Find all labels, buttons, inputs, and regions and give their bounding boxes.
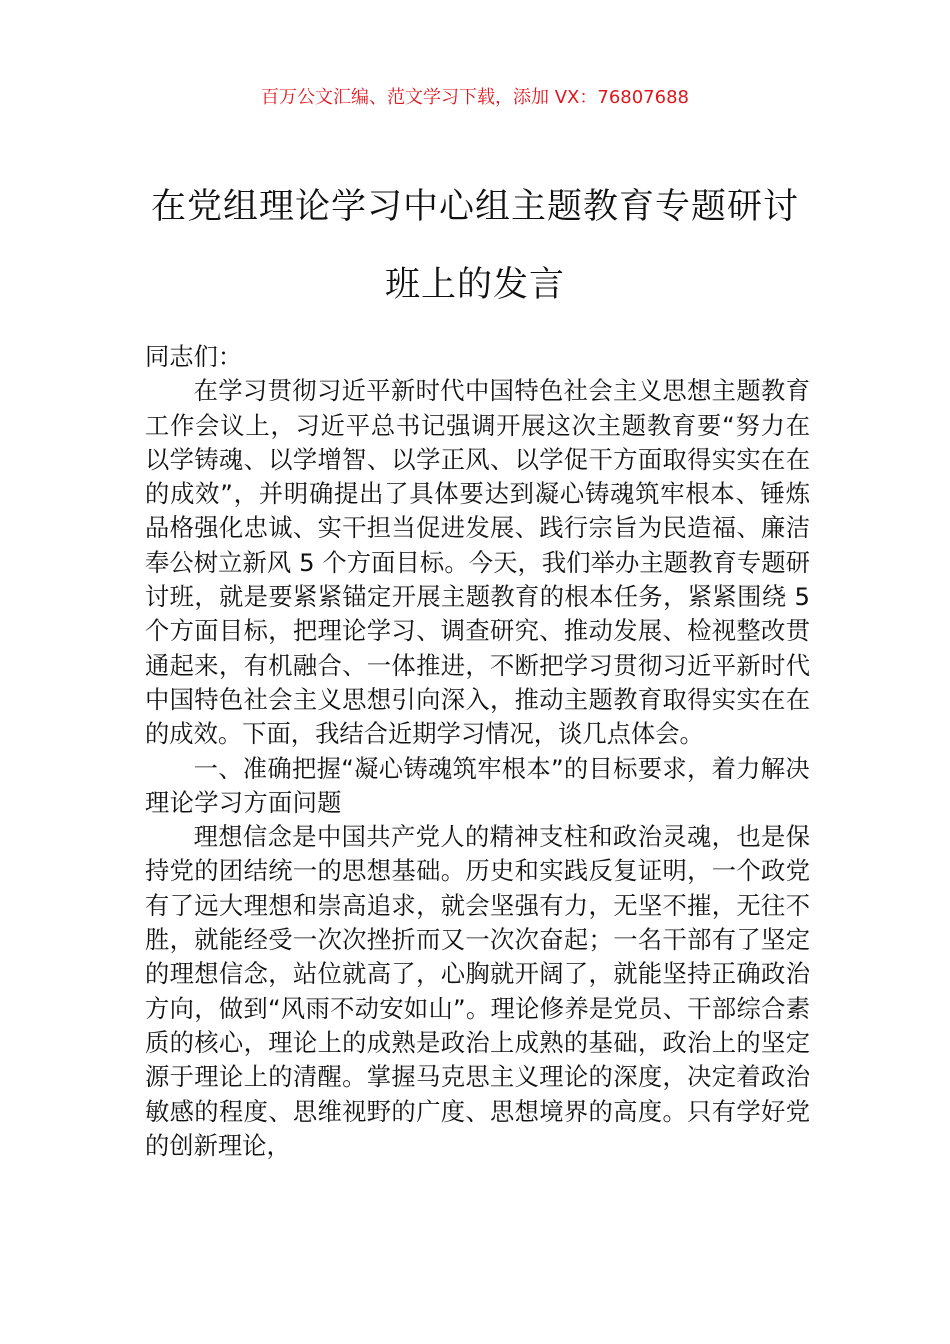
title-line-2: 班上的发言 bbox=[384, 265, 565, 305]
intro-paragraph: 在学习贯彻习近平新时代中国特色社会主义思想主题教育工作会议上，习近平总书记强调开展这次主题教育要“努力在以学铸魂、以学增智、以学正风、以学促干方面取得实实在在的成效”，并明确提出了具体要达到凝心铸魂筑牢根本、锤炼品格强化忠诚、实干担当促进发展、践行宗旨为民造福、廉洁奉公树立新风 5 个方面目标。今天，我们举办主题教育专题研讨班，就是要紧紧锚定开展主题教育的根本任务，紧紧围绕 5 个方面目标，把理论学习、调查研究、推动发展、检视整改贯通起来，有机融合、一体推进，不断把学习贯彻习近平新时代中国特色社会主义思想引向深入，推动主题教育取得实实在在的成效。下面，我结合近期学习情况，谈几点体会。 bbox=[145, 376, 810, 749]
section-1-paragraph: 理想信念是中国共产党人的精神支柱和政治灵魂，也是保持党的团结统一的思想基础。历史和实践反复证明，一个政党有了远大理想和崇高追求，就会坚强有力，无坚不摧，无往不胜，就能经受一次次挫折而又一次次奋起；一名干部有了坚定的理想信念，站位就高了，心胸就开阔了，就能坚持正确政治方向，做到“风雨不动安如山”。理论修养是党员、干部综合素质的核心，理论上的成熟是政治上成熟的基础，政治上的坚定源于理论上的清醒。掌握马克思主义理论的深度，决定着政治敏感的程度、思维视野的广度、思想境界的高度。只有学好党的创新理论， bbox=[145, 822, 810, 1160]
title-line-1: 在党组理论学习中心组主题教育专题研讨 bbox=[150, 187, 799, 227]
document-title bbox=[120, 168, 830, 324]
document-body bbox=[145, 340, 810, 1163]
header-promo-note: 百万公文汇编、范文学习下载，添加 VX：76807688 bbox=[261, 87, 689, 108]
section-1-heading: 一、准确把握“凝心铸魂筑牢根本”的目标要求，着力解决理论学习方面问题 bbox=[145, 753, 810, 817]
salutation: 同志们： bbox=[145, 342, 243, 371]
